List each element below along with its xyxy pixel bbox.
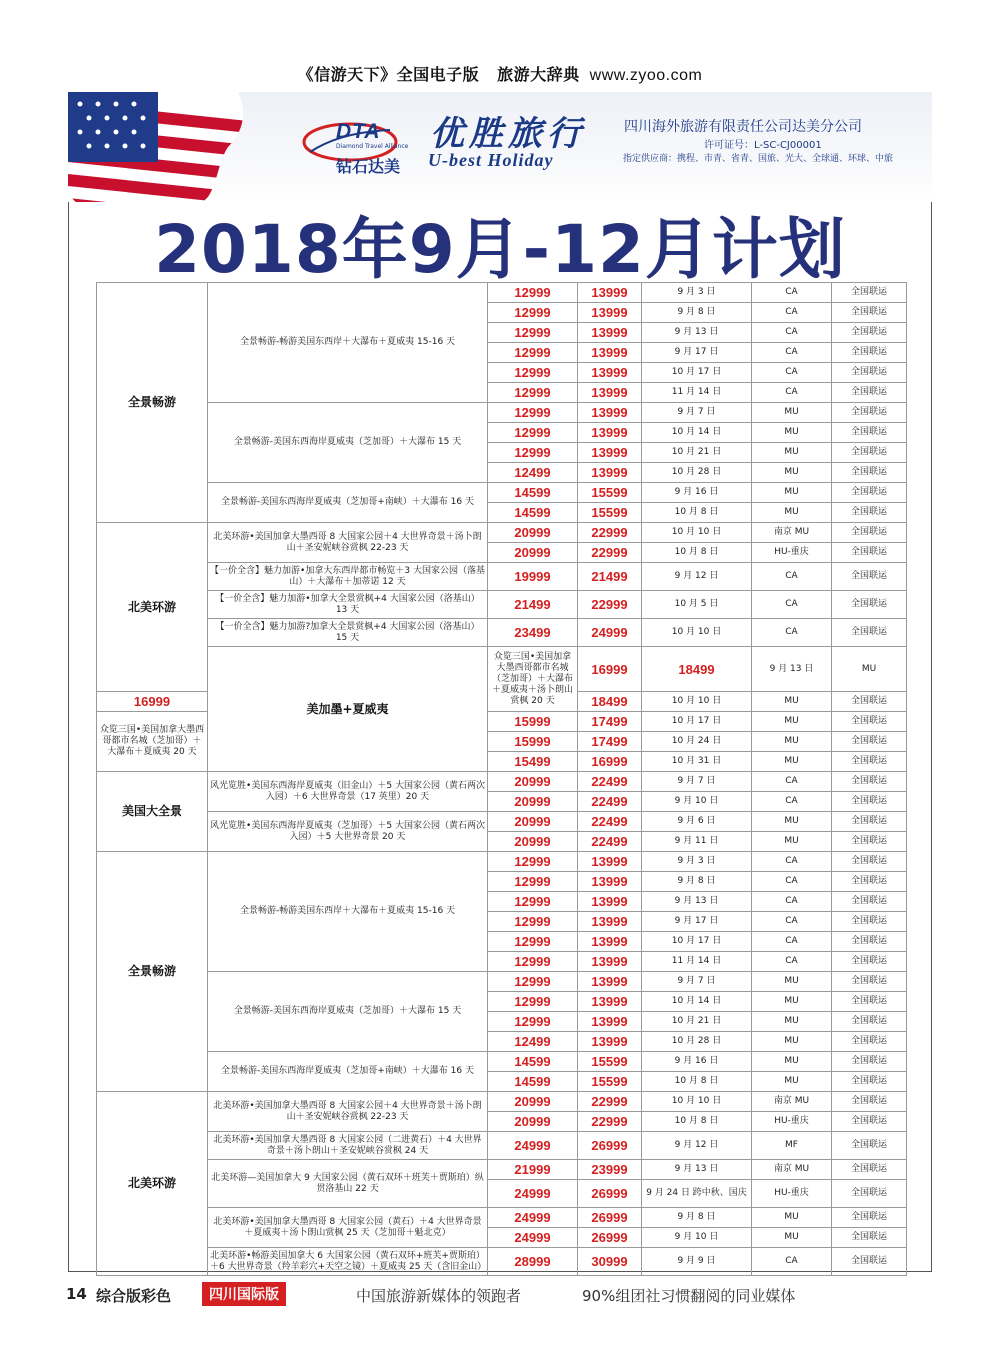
table-row [97,812,907,832]
price-alt-cell: 13999 [578,443,642,463]
footer [66,1282,946,1308]
edition-badge: 四川国际版 [202,1282,286,1306]
note-cell: 全国联运 [832,1180,907,1208]
note-cell: 全国联运 [832,403,907,423]
edition-label: 综合版彩色 [96,1287,172,1305]
price-cell: 12999 [488,872,578,892]
price-alt-cell: 22499 [578,832,642,852]
airline-cell: 南京 MU [752,1160,832,1180]
date-cell: 10 月 8 日 [642,1112,752,1132]
note-cell: 全国联运 [832,852,907,872]
note-cell: 全国联运 [832,992,907,1012]
table-row [97,591,907,619]
date-cell: 9 月 12 日 [642,563,752,591]
price-alt-cell: 13999 [578,1032,642,1052]
category-cell: 全景畅游 [97,283,208,523]
table-row [97,1052,907,1072]
category-cell: 北美环游 [97,1092,208,1276]
note-cell: 全国联运 [832,692,907,712]
price-cell: 19999 [488,563,578,591]
price-cell: 12999 [488,972,578,992]
route-cell: 众览三国•美国加拿大墨西哥都市名城（芝加哥）＋大瀑布＋夏威夷 20 天 [97,712,208,772]
date-cell: 9 月 7 日 [642,403,752,423]
price-alt-cell: 13999 [578,972,642,992]
date-cell: 10 月 21 日 [642,1012,752,1032]
airline-cell: MU [752,423,832,443]
license-number: 许可证号：L-SC-CJ00001 [704,140,822,151]
price-cell: 28999 [488,1248,578,1276]
price-cell: 24999 [488,1208,578,1228]
table-row [97,852,907,872]
date-cell: 10 月 24 日 [642,732,752,752]
price-alt-cell: 22999 [578,543,642,563]
note-cell: 全国联运 [832,619,907,647]
banner [68,92,932,202]
price-cell: 14599 [488,1072,578,1092]
note-cell: 全国联运 [832,503,907,523]
airline-cell: CA [752,932,832,952]
price-alt-cell: 23999 [578,1160,642,1180]
date-cell: 10 月 14 日 [642,992,752,1012]
date-cell: 9 月 7 日 [642,772,752,792]
category-cell: 全景畅游 [97,852,208,1092]
note-cell: 全国联运 [832,523,907,543]
airline-cell: MU [752,992,832,1012]
note-cell: 全国联运 [832,1228,907,1248]
date-cell: 9 月 8 日 [642,872,752,892]
price-alt-cell: 13999 [578,363,642,383]
price-alt-cell: 24999 [578,619,642,647]
route-cell: 北美环游•美国加拿大墨西哥 8 大国家公园（二进黄石）＋4 大世界奇景＋汤卜朗山＋圣安妮峡谷赏枫 24 天 [208,1132,488,1160]
table-row [97,1160,907,1180]
table-row [97,523,907,543]
price-cell: 12999 [488,952,578,972]
price-cell: 20999 [488,523,578,543]
price-cell: 14599 [488,1052,578,1072]
date-cell: 10 月 28 日 [642,463,752,483]
note-cell: 全国联运 [832,463,907,483]
note-cell: 全国联运 [832,912,907,932]
date-cell: 9 月 3 日 [642,852,752,872]
dta-chinese-name: 钻石达美 [336,157,401,176]
price-alt-cell: 13999 [578,343,642,363]
price-alt-cell: 13999 [578,992,642,1012]
airline-cell: 南京 MU [752,523,832,543]
note-cell: 全国联运 [832,303,907,323]
price-alt-cell: 22999 [578,591,642,619]
note-cell: 全国联运 [832,1052,907,1072]
airline-cell: HU-重庆 [752,1180,832,1208]
date-cell: 10 月 14 日 [642,423,752,443]
note-cell: 全国联运 [832,323,907,343]
airline-cell: CA [752,852,832,872]
header-site-url[interactable]: www.zyoo.com [589,67,703,84]
brand-english-name: U-best Holiday [428,150,554,170]
table-row [97,283,907,303]
airline-cell: MU [752,692,832,712]
table-row [97,647,907,692]
table-row [97,772,907,792]
category-cell: 北美环游 [97,523,208,692]
note-cell: 全国联运 [832,972,907,992]
airline-cell: CA [752,892,832,912]
price-cell: 12999 [488,912,578,932]
airline-cell: CA [752,912,832,932]
price-cell: 20999 [488,832,578,852]
date-cell: 9 月 16 日 [642,1052,752,1072]
note-cell: 全国联运 [832,1032,907,1052]
price-cell: 14599 [488,483,578,503]
date-cell: 9 月 7 日 [642,972,752,992]
price-alt-cell: 17499 [578,712,642,732]
airline-cell: MU [752,1228,832,1248]
page-number: 14 [66,1285,87,1303]
airline-cell: MF [752,1132,832,1160]
date-cell: 10 月 28 日 [642,1032,752,1052]
price-cell: 12999 [488,363,578,383]
note-cell: 全国联运 [832,1248,907,1276]
price-alt-cell: 30999 [578,1248,642,1276]
price-cell: 21999 [488,1160,578,1180]
airline-cell: CA [752,792,832,812]
date-cell: 9 月 13 日 [642,323,752,343]
route-cell: 风光览胜•美国东西海岸夏威夷（旧金山）＋5 大国家公园（黄石两次入园）＋6 大世界奇景（17 英里）20 天 [208,772,488,812]
route-cell: 全景畅游-美国东西海岸夏威夷（芝加哥）＋大瀑布 15 天 [208,972,488,1052]
date-cell: 10 月 31 日 [642,752,752,772]
table-row [97,1092,907,1112]
route-cell: 【一价全含】魅力加游•加拿大全景赏枫+4 大国家公园（洛基山）13 天 [208,591,488,619]
price-cell: 12499 [488,1032,578,1052]
header-title [0,62,1000,85]
table-row [97,403,907,423]
airline-cell: MU [752,483,832,503]
date-cell: 10 月 8 日 [642,503,752,523]
price-alt-cell: 15599 [578,483,642,503]
airline-cell: CA [752,952,832,972]
table-row [97,1248,907,1276]
airline-cell: MU [752,443,832,463]
airline-cell: MU [752,1052,832,1072]
price-alt-cell: 13999 [578,1012,642,1032]
date-cell: 11 月 14 日 [642,952,752,972]
route-cell: 全景畅游-畅游美国东西岸＋大瀑布＋夏威夷 15-16 天 [208,852,488,972]
note-cell: 全国联运 [832,543,907,563]
date-cell: 9 月 13 日 [642,1160,752,1180]
table-row [97,972,907,992]
price-alt-cell: 13999 [578,892,642,912]
airline-cell: MU [752,812,832,832]
airline-cell: MU [752,972,832,992]
note-cell: 全国联运 [832,752,907,772]
note-cell: 全国联运 [832,1132,907,1160]
date-cell: 9 月 13 日 [642,892,752,912]
note-cell: 全国联运 [832,932,907,952]
date-cell: 10 月 17 日 [642,932,752,952]
tour-schedule-body [97,283,907,1276]
table-row [97,483,907,503]
airline-cell: MU [752,752,832,772]
price-alt-cell: 18499 [578,692,642,712]
price-cell: 16999 [97,692,208,712]
price-alt-cell: 13999 [578,283,642,303]
price-alt-cell: 22499 [578,792,642,812]
price-cell: 12999 [488,1012,578,1032]
airline-cell: CA [752,343,832,363]
table-row [97,619,907,647]
price-alt-cell: 16999 [578,752,642,772]
price-cell: 12499 [488,463,578,483]
airline-cell: HU-重庆 [752,543,832,563]
airline-cell: CA [752,303,832,323]
price-alt-cell: 22499 [578,812,642,832]
price-alt-cell: 15599 [578,1052,642,1072]
price-cell: 12999 [488,323,578,343]
price-alt-cell: 26999 [578,1180,642,1208]
price-alt-cell: 15599 [578,503,642,523]
route-cell: 北美环游•美国加拿大墨西哥 8 大国家公园（黄石）＋4 大世界奇景＋夏威夷＋汤卜朗山赏枫 25 天（芝加哥＋魁北克） [208,1208,488,1248]
date-cell: 9 月 8 日 [642,303,752,323]
price-alt-cell: 13999 [578,423,642,443]
price-alt-cell: 13999 [578,383,642,403]
price-cell: 20999 [488,1112,578,1132]
note-cell: 全国联运 [832,1208,907,1228]
note-cell: 全国联运 [832,1112,907,1132]
date-cell: 10 月 8 日 [642,1072,752,1092]
price-cell: 21499 [488,591,578,619]
price-alt-cell: 13999 [578,403,642,423]
airline-cell: CA [752,283,832,303]
airline-cell: MU [752,832,832,852]
price-cell: 12999 [488,303,578,323]
date-cell: 9 月 13 日 [752,647,832,692]
route-cell: 【一价全含】魅力加游•加拿大东西岸都市畅览＋3 大国家公园（落基山）＋大瀑布＋加蒂诺 12 天 [208,563,488,591]
date-cell: 10 月 17 日 [642,712,752,732]
table-row [97,1208,907,1228]
price-alt-cell: 22999 [578,1112,642,1132]
airline-cell: CA [752,872,832,892]
airline-cell: HU-重庆 [752,1112,832,1132]
note-cell: 全国联运 [832,1160,907,1180]
route-cell: 北美环游—美国加拿大 9 大国家公园（黄石双环＋班芙＋贾斯珀）纵贯洛基山 22 天 [208,1160,488,1208]
date-cell: 10 月 5 日 [642,591,752,619]
price-alt-cell: 13999 [578,932,642,952]
date-cell: 11 月 14 日 [642,383,752,403]
date-cell: 10 月 21 日 [642,443,752,463]
dta-logo-text: DTA [336,120,381,143]
note-cell: 全国联运 [832,383,907,403]
airline-cell: CA [752,363,832,383]
price-cell: 12999 [488,892,578,912]
price-alt-cell: 13999 [578,952,642,972]
date-cell: 9 月 8 日 [642,1208,752,1228]
price-cell: 12999 [488,403,578,423]
note-cell: 全国联运 [832,732,907,752]
plan-title: 2018年9月-12月计划 [154,211,846,288]
price-cell: 20999 [488,1092,578,1112]
date-cell: 10 月 10 日 [642,1092,752,1112]
route-cell: 全景畅游-美国东西海岸夏威夷（芝加哥+南峡）＋大瀑布 16 天 [208,1052,488,1092]
price-cell: 20999 [488,543,578,563]
price-cell: 15999 [488,712,578,732]
price-cell: 20999 [488,772,578,792]
date-cell: 9 月 24 日 跨中秋、国庆 [642,1180,752,1208]
company-name: 四川海外旅游有限责任公司达美分公司 [624,119,862,135]
us-flag-map-image [68,92,298,202]
note-cell: 全国联运 [832,1092,907,1112]
price-alt-cell: 17499 [578,732,642,752]
price-cell: 12999 [488,932,578,952]
route-cell: 众览三国•美国加拿大墨西哥都市名城（芝加哥）＋大瀑布＋夏威夷＋汤卜朗山赏枫 20 天 [488,647,578,712]
price-cell: 24999 [488,1132,578,1160]
airline-cell: CA [752,323,832,343]
airline-cell: MU [752,1208,832,1228]
date-cell: 9 月 9 日 [642,1248,752,1276]
date-cell: 9 月 11 日 [642,832,752,852]
table-row [97,1132,907,1160]
table-row [97,563,907,591]
date-cell: 10 月 10 日 [642,619,752,647]
note-cell: 全国联运 [832,443,907,463]
airline-cell: MU [752,463,832,483]
airline-cell: MU [752,1072,832,1092]
price-cell: 12999 [488,383,578,403]
note-cell: 全国联运 [832,283,907,303]
route-cell: 全景畅游-畅游美国东西岸＋大瀑布＋夏威夷 15-16 天 [208,283,488,403]
note-cell: 全国联运 [832,363,907,383]
price-alt-cell: 13999 [578,463,642,483]
price-cell: 16999 [578,647,642,692]
price-alt-cell: 13999 [578,303,642,323]
airline-cell: CA [752,1248,832,1276]
route-cell: 【一价全含】魅力加游?加拿大全景赏枫+4 大国家公园（洛基山）15 天 [208,619,488,647]
date-cell: 10 月 8 日 [642,543,752,563]
price-alt-cell: 22999 [578,1092,642,1112]
header-subtitle: 旅游大辞典 [497,65,580,84]
route-cell: 北美环游•畅游美国加拿大 6 大国家公园（黄石双环+班芙+贾斯珀）＋6 大世界奇景（羚羊彩穴+天空之镜）＋夏威夷 25 天（含旧金山） [208,1248,488,1276]
date-cell: 9 月 10 日 [642,792,752,812]
price-alt-cell: 21499 [578,563,642,591]
airline-cell: CA [752,563,832,591]
airline-cell: MU [752,1012,832,1032]
footer-slogan-2: 90%组团社习惯翻阅的同业媒体 [582,1287,796,1305]
price-cell: 24999 [488,1228,578,1248]
price-cell: 23499 [488,619,578,647]
airline-cell: MU [752,503,832,523]
note-cell: 全国联运 [832,563,907,591]
price-cell: 14599 [488,503,578,523]
airline-cell: CA [752,383,832,403]
price-alt-cell: 26999 [578,1208,642,1228]
airline-cell: CA [752,772,832,792]
date-cell: 9 月 17 日 [642,343,752,363]
note-cell: 全国联运 [832,483,907,503]
category-cell: 美国大全景 [97,772,208,852]
airline-cell: MU [752,712,832,732]
price-cell: 24999 [488,1180,578,1208]
tour-schedule-table [96,282,907,1276]
price-cell: 15499 [488,752,578,772]
route-cell: 北美环游•美国加拿大墨西哥 8 大国家公园＋4 大世界奇景＋汤卜朗山＋圣安妮峡谷赏枫 22-23 天 [208,1092,488,1132]
dta-subtitle: Diamond Travel Alliance [336,143,409,150]
airline-cell: MU [752,1032,832,1052]
price-alt-cell: 26999 [578,1228,642,1248]
price-cell: 12999 [488,852,578,872]
date-cell: 9 月 10 日 [642,1228,752,1248]
date-cell: 10 月 17 日 [642,363,752,383]
date-cell: 10 月 10 日 [642,692,752,712]
date-cell: 9 月 6 日 [642,812,752,832]
price-cell: 15999 [488,732,578,752]
note-cell: 全国联运 [832,712,907,732]
price-cell: 12999 [488,283,578,303]
note-cell: 全国联运 [832,1072,907,1092]
airline-cell: MU [832,647,907,692]
note-cell: 全国联运 [832,772,907,792]
note-cell: 全国联运 [832,892,907,912]
price-alt-cell: 22999 [578,523,642,543]
price-cell: 20999 [488,792,578,812]
suppliers-list: 指定供应商：携程、市青、省青、国旅、光大、全球通、环球、中旅 [623,154,894,164]
airline-cell: CA [752,591,832,619]
price-alt-cell: 13999 [578,872,642,892]
price-alt-cell: 13999 [578,852,642,872]
price-cell: 12999 [488,992,578,1012]
note-cell: 全国联运 [832,952,907,972]
note-cell: 全国联运 [832,872,907,892]
price-alt-cell: 22499 [578,772,642,792]
header-main-title: 《信游天下》全国电子版 [297,65,480,84]
route-cell: 全景畅游-美国东西海岸夏威夷（芝加哥）＋大瀑布 15 天 [208,403,488,483]
route-cell: 风光览胜•美国东西海岸夏威夷（芝加哥）＋5 大国家公园（黄石两次入园）＋5 大世界奇景 20 天 [208,812,488,852]
brand-chinese-name: 优胜旅行 [430,114,586,154]
airline-cell: MU [752,732,832,752]
price-alt-cell: 18499 [642,647,752,692]
note-cell: 全国联运 [832,423,907,443]
price-cell: 20999 [488,812,578,832]
price-cell: 12999 [488,443,578,463]
price-alt-cell: 26999 [578,1132,642,1160]
note-cell: 全国联运 [832,343,907,363]
airline-cell: 南京 MU [752,1092,832,1112]
price-alt-cell: 15599 [578,1072,642,1092]
date-cell: 9 月 16 日 [642,483,752,503]
date-cell: 9 月 3 日 [642,283,752,303]
footer-slogan-1: 中国旅游新媒体的领跑者 [356,1287,522,1305]
date-cell: 10 月 10 日 [642,523,752,543]
note-cell: 全国联运 [832,812,907,832]
price-cell: 12999 [488,343,578,363]
price-cell: 12999 [488,423,578,443]
airline-cell: CA [752,619,832,647]
date-cell: 9 月 12 日 [642,1132,752,1160]
category-cell: 美加墨+夏威夷 [208,647,488,772]
route-cell: 全景畅游-美国东西海岸夏威夷（芝加哥+南峡）＋大瀑布 16 天 [208,483,488,523]
note-cell: 全国联运 [832,591,907,619]
note-cell: 全国联运 [832,792,907,812]
price-alt-cell: 13999 [578,323,642,343]
note-cell: 全国联运 [832,1012,907,1032]
airline-cell: MU [752,403,832,423]
price-alt-cell: 13999 [578,912,642,932]
route-cell: 北美环游•美国加拿大墨西哥 8 大国家公园＋4 大世界奇景＋汤卜朗山＋圣安妮峡谷赏枫 22-23 天 [208,523,488,563]
date-cell: 9 月 17 日 [642,912,752,932]
note-cell: 全国联运 [832,832,907,852]
